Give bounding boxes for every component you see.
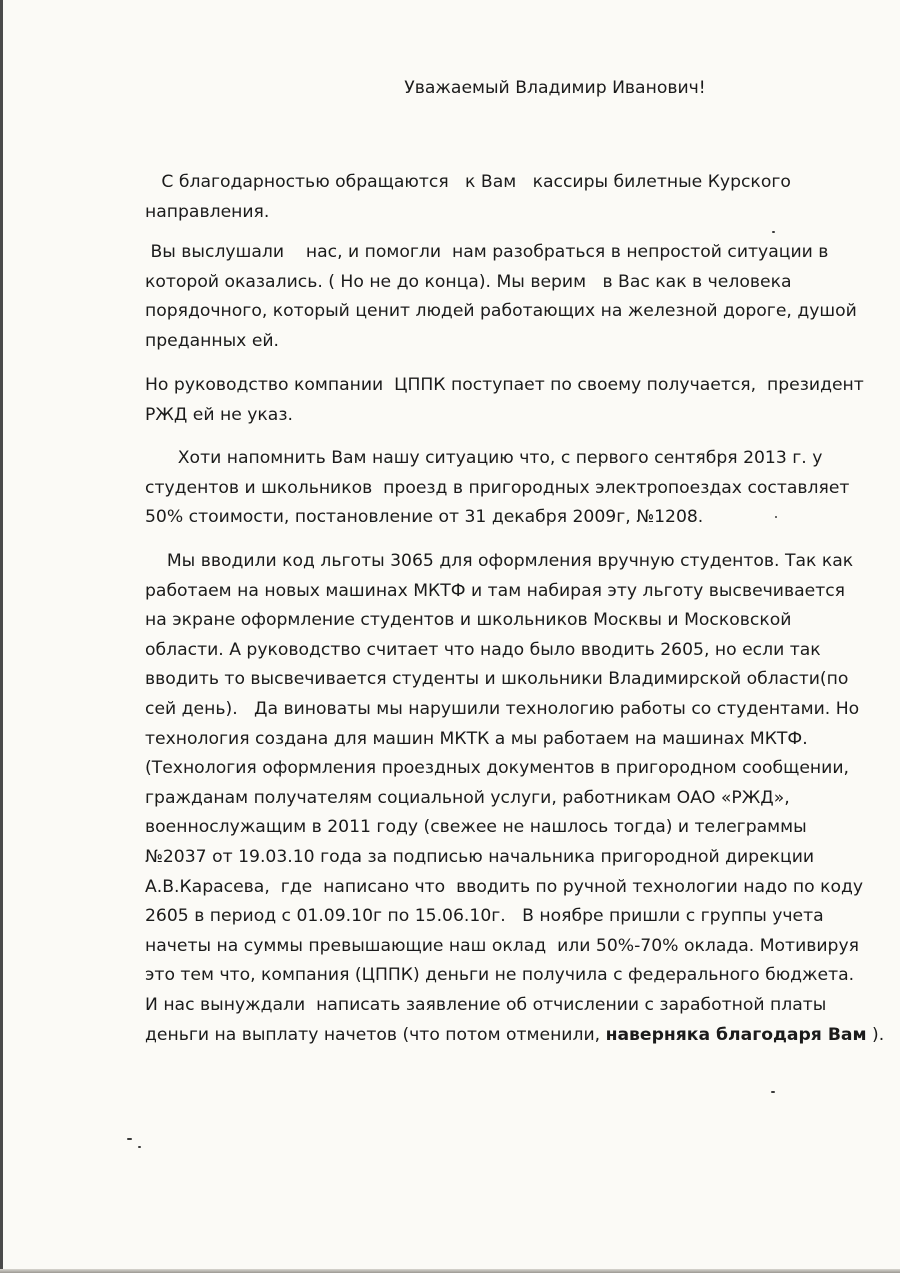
text-line: №2037 от 19.03.10 года за подписью начальника пригородной дирекции — [145, 846, 815, 867]
text-line: И нас вынуждали написать заявление об отчислении с заработной платы — [145, 994, 827, 1015]
text-line: направления. — [145, 201, 270, 222]
scan-speck — [771, 1091, 775, 1093]
text-line: начеты на суммы превышающие наш оклад или 50%-70% оклада. Мотивируя — [145, 935, 859, 956]
paragraph-situation — [145, 444, 865, 533]
text-line: РЖД ей не указ. — [145, 404, 293, 425]
text-line: студентов и школьников проезд в пригородных электропоездах составляет — [145, 477, 850, 498]
final-text-line — [145, 1021, 885, 1051]
scan-speck — [775, 516, 777, 518]
text-line: 50% стоимости, постановление от 31 декабря 2009г, №1208. — [145, 507, 704, 528]
text-line: это тем что, компания (ЦППК) деньги не получила с федерального бюджета. — [145, 965, 855, 986]
text-line: Хоти напомнить Вам нашу ситуацию что, с первого сентября 2013 г. у — [145, 448, 823, 468]
scan-speck — [772, 231, 775, 233]
text-line: преданных ей. — [145, 330, 280, 351]
scan-left-edge — [0, 0, 3, 1273]
text-line: С благодарностью обращаются к Вам кассиры билетные Курского — [145, 172, 791, 192]
text-line: сей день). Да виноваты мы нарушили технологию работы со студентами. Но — [145, 698, 860, 719]
scan-speck — [138, 1146, 141, 1148]
text-line: Мы вводили код льготы 3065 для оформления вручную студентов. Так как — [145, 551, 854, 571]
bold-gratitude-phrase: наверняка благодаря Вам — [605, 1024, 867, 1045]
scan-bottom-edge — [0, 1269, 900, 1273]
text-line: которой оказались. ( Но не до конца). Мы верим в Вас как в человека — [145, 271, 792, 292]
paragraph-listened — [145, 238, 865, 356]
text-line: на экране оформление студентов и школьников Москвы и Московской — [145, 610, 792, 631]
text-line: работаем на новых машинах МКТФ и там набирая эту льготу высвечивается — [145, 580, 846, 601]
text-line: А.В.Карасева, где написано что вводить по ручной технологии надо по коду — [145, 876, 864, 897]
text-line: вводить то высвечивается студенты и школьники Владимирской области(по — [145, 669, 849, 690]
text-line: (Технология оформления проездных документов в пригородном сообщении, — [145, 758, 849, 779]
text-line: порядочного, который ценит людей работающих на железной дороге, душой — [145, 301, 857, 322]
final-line-plain: деньги на выплату начетов (что потом отменили, — [145, 1024, 606, 1045]
text-line: гражданам получателям социальной услуги, работникам ОАО «РЖД», — [145, 787, 790, 808]
paragraph-management — [145, 371, 865, 430]
letter-greeting: Уважаемый Владимир Иванович! — [404, 78, 706, 98]
final-line-end: ). — [866, 1024, 885, 1045]
text-line: 2605 в период с 01.09.10г по 15.06.10г. В ноябре пришли с группы учета — [145, 906, 824, 927]
text-line: технология создана для машин МКТК а мы работаем на машинах МКТФ. — [145, 728, 808, 749]
text-line: области. А руководство считает что надо было вводить 2605, но если так — [145, 639, 821, 660]
paragraph-gratitude — [145, 168, 865, 227]
text-line: Но руководство компании ЦППК поступает по своему получается, президент — [145, 375, 864, 395]
paragraph-benefit-code — [145, 547, 885, 1050]
text-line: Вы выслушали нас, и помогли нам разобраться в непростой ситуации в — [145, 242, 829, 262]
scan-speck — [127, 1138, 132, 1140]
text-line: военнослужащим в 2011 году (свежее не нашлось тогда) и телеграммы — [145, 817, 807, 838]
